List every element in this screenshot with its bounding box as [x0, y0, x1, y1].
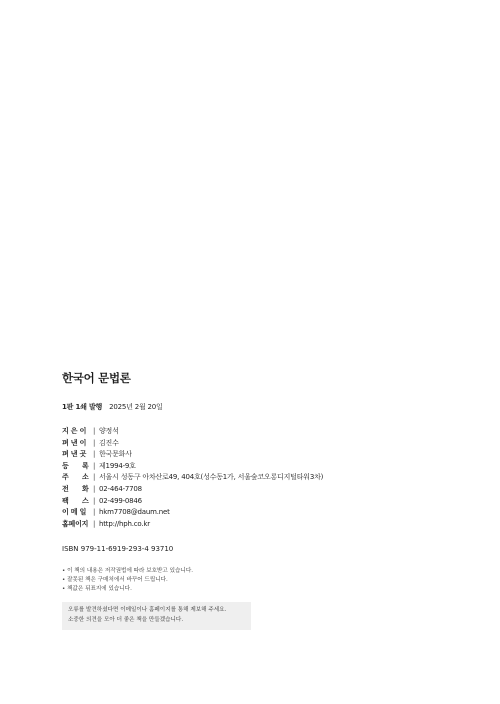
- separator: |: [93, 508, 96, 517]
- info-publisher-person: [62, 438, 462, 450]
- separator: |: [93, 461, 96, 470]
- separator: |: [93, 450, 96, 459]
- publication-info: [62, 426, 462, 530]
- info-value: hkm7708@daum.net: [99, 508, 170, 517]
- separator: |: [93, 496, 96, 505]
- info-value: 김진수: [99, 438, 119, 447]
- info-value: http://hph.co.kr: [99, 519, 150, 528]
- feedback-notice-box: [62, 602, 251, 630]
- isbn: ISBN 979-11-6919-293-4 93710: [62, 545, 174, 554]
- info-value: 한국문화사: [99, 450, 132, 459]
- info-registration: [62, 461, 462, 473]
- colophon: [62, 370, 462, 630]
- edition-label: 1판 1쇄 발행: [62, 403, 103, 411]
- info-value: 양정석: [99, 427, 119, 435]
- edition-line: [62, 402, 462, 412]
- notes-list: [62, 567, 462, 594]
- info-label: 등 록: [62, 461, 89, 470]
- info-value: 02-499-0846: [99, 496, 142, 505]
- info-homepage: [62, 519, 462, 531]
- info-phone: [62, 484, 462, 496]
- notice-line: 오류를 발견하셨다면 이메일이나 홈페이지를 통해 제보해 주세요.: [68, 607, 227, 614]
- info-label: 펴 낸 곳: [62, 450, 87, 459]
- info-label: 펴 낸 이: [62, 438, 87, 447]
- info-author: [62, 426, 462, 438]
- info-address: [62, 472, 462, 484]
- separator: |: [93, 473, 96, 482]
- info-email: [62, 507, 462, 519]
- note-item: • 책값은 뒤표지에 있습니다.: [62, 586, 132, 593]
- separator: |: [93, 484, 96, 493]
- info-value: 02-464-7708: [99, 484, 142, 493]
- info-value: 서울시 성동구 아차산로49, 404호(성수동1가, 서울숲코오롱디지털타워3차): [99, 473, 324, 482]
- info-label: 주 소: [62, 473, 89, 482]
- info-value: 제1994-9호: [99, 461, 136, 470]
- info-fax: [62, 496, 462, 508]
- info-label: 이 메 일: [62, 508, 87, 517]
- edition-date: 2025년 2월 20일: [109, 403, 163, 411]
- separator: |: [93, 438, 96, 447]
- separator: |: [93, 427, 96, 435]
- info-publisher: [62, 449, 462, 461]
- info-label: 전 화: [62, 484, 89, 493]
- info-label: 지 은 이: [62, 427, 87, 435]
- note-item: • 이 책의 내용은 저작권법에 따라 보호받고 있습니다.: [62, 568, 193, 575]
- info-label: 홈페이지: [62, 519, 89, 528]
- book-title: 한국어 문법론: [62, 371, 131, 385]
- separator: |: [93, 519, 96, 528]
- note-item: • 잘못된 책은 구매처에서 바꾸어 드립니다.: [62, 577, 168, 584]
- notice-line: 소중한 의견을 모아 더 좋은 책을 만들겠습니다.: [68, 616, 184, 623]
- info-label: 팩 스: [62, 496, 89, 505]
